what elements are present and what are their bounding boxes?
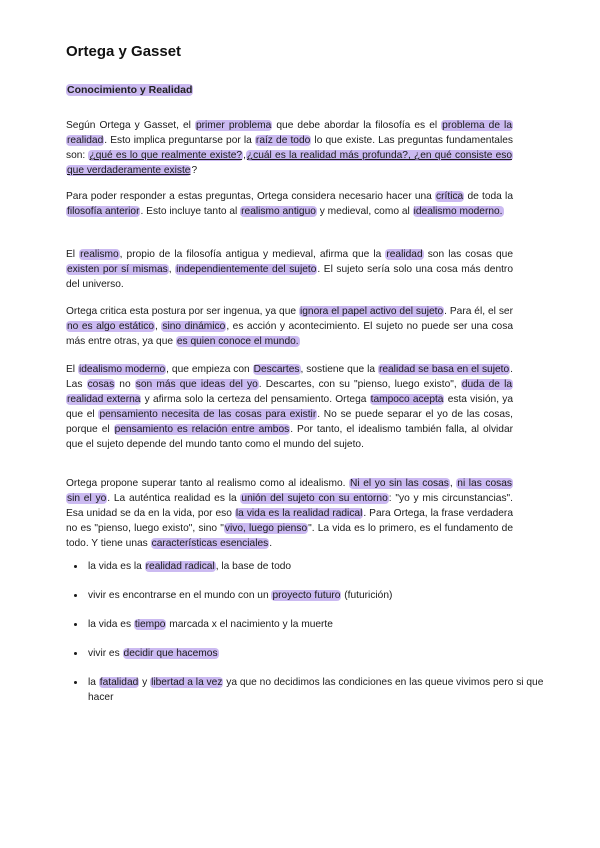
highlight-subtitle: Conocimiento y Realidad: [67, 84, 193, 96]
highlight: independientemente del sujeto: [176, 264, 317, 276]
highlight: fatalidad: [99, 677, 139, 688]
highlight: proyecto futuro: [272, 590, 341, 601]
highlight: ignora el papel activo del sujeto: [299, 306, 444, 317]
highlight: Descartes: [253, 364, 300, 375]
highlight: realismo antiguo: [241, 206, 316, 218]
text: , que empieza con: [166, 364, 253, 375]
text: . Las: [66, 364, 513, 391]
highlight: existen por sí mismas: [67, 264, 168, 276]
text: ,: [243, 150, 246, 162]
highlight: primer problema: [195, 120, 272, 131]
highlight: tampoco acepta: [370, 394, 444, 406]
highlight: ¿qué es lo que realmente existe?: [89, 150, 243, 162]
highlight: raíz de todo: [255, 135, 311, 147]
highlight: pensamiento necesita de las cosas para existir: [99, 409, 317, 421]
highlight: la vida es la realidad radical: [235, 508, 363, 520]
text: la: [88, 677, 99, 688]
text: marcada x el nacimiento y la muerte: [166, 619, 333, 630]
list-item: [86, 617, 546, 632]
text: El: [66, 249, 80, 260]
text: la vida es la: [88, 561, 145, 572]
text: ya que no decidimos las condiciones en las queue vivimos pero si que hacer: [88, 677, 544, 703]
highlight: tiempo: [134, 619, 166, 630]
text: . Por tanto, el idealismo también falla, al olvidar que el sujeto depende del mundo tanto como el mundo del sujeto.: [66, 424, 514, 451]
paragraph-4: [66, 304, 513, 349]
text: , sostiene que la: [300, 364, 378, 375]
paragraph-1: [66, 118, 513, 178]
highlight: sino dinámico: [162, 321, 226, 333]
text: . Esto implica preguntarse por la: [104, 135, 255, 147]
characteristics-list: [66, 559, 546, 719]
highlight: no es algo estático: [67, 321, 154, 333]
list-item: [86, 675, 546, 705]
text: . Para Ortega, la frase verdadera no es "pienso, luego existo", sino ": [66, 508, 513, 535]
highlight: filosofía anterior: [67, 206, 140, 218]
text: . No se puede separar el yo de las cosas, porque el: [66, 409, 513, 436]
highlight: realidad: [386, 249, 423, 260]
text: no: [115, 379, 135, 391]
text: de toda la: [464, 191, 513, 202]
text: . Descartes, con su "pienso, luego existo",: [258, 379, 461, 391]
text: ,: [168, 264, 176, 276]
text: la vida es: [88, 619, 134, 630]
highlight: libertad a la vez: [151, 677, 223, 688]
highlight: realismo: [80, 249, 119, 260]
highlight: idealismo moderno.: [413, 206, 503, 218]
highlight: cosas: [87, 379, 115, 391]
highlight: ni las cosas sin el yo: [67, 478, 512, 505]
text: son las cosas que: [423, 249, 513, 260]
highlight: decidir que hacemos: [123, 648, 218, 659]
highlight: vivo, luego pienso: [224, 523, 308, 535]
list-item: [86, 646, 546, 661]
text: y afirma solo la certeza del pensamiento. Ortega: [141, 394, 370, 406]
list-item: [86, 559, 546, 574]
text: vivir es: [88, 648, 123, 659]
text: . La auténtica realidad es la: [107, 493, 241, 505]
section-subtitle: [66, 84, 193, 96]
text: esta visión, ya que el: [66, 394, 513, 421]
paragraph-5: [66, 362, 513, 453]
paragraph-3: [66, 247, 513, 292]
text: ?: [191, 165, 198, 177]
text: y: [139, 677, 151, 688]
highlight: duda de la realidad externa: [67, 379, 513, 406]
text: Según Ortega y Gasset, el: [66, 120, 195, 131]
highlight: idealismo moderno: [79, 364, 166, 375]
highlight: unión del sujeto con su entorno: [241, 493, 388, 505]
highlight: pensamiento es relación entre ambos: [114, 424, 290, 436]
highlight: problema de la realidad: [67, 120, 512, 147]
text: El: [66, 364, 78, 375]
highlight: Ni el yo sin las cosas: [350, 478, 449, 489]
text: Para poder responder a estas preguntas, Ortega considera necesario hacer una: [66, 191, 436, 202]
highlight: características esenciales: [151, 538, 269, 550]
highlight: realidad se basa en el sujeto: [378, 364, 510, 375]
highlight: son más que ideas del yo: [135, 379, 258, 391]
highlight: es quien conoce el mundo.: [176, 336, 299, 348]
highlight: ¿cuál es la realidad más profunda?, ¿en qué consiste eso que verdaderamente existe: [67, 150, 513, 177]
text: .: [269, 538, 273, 550]
text: , es acción y acontecimiento. El sujeto no puede ser una cosa más entre otras, ya que: [66, 321, 513, 348]
highlight: realidad radical: [145, 561, 215, 572]
text: : "yo y mis circunstancias". Esa unidad se da en la vida, por eso: [66, 493, 513, 520]
text: y medieval, como al: [316, 206, 413, 218]
text: Ortega propone superar tanto al realismo como al idealismo.: [66, 478, 350, 489]
text: , la base de todo: [215, 561, 292, 572]
paragraph-2: [66, 189, 513, 219]
text: , propio de la filosofía antigua y medieval, afirma que la: [119, 249, 386, 260]
text: . El sujeto sería solo una cosa más dentro del universo.: [66, 264, 513, 291]
text: ,: [155, 321, 162, 333]
text: vivir es encontrarse en el mundo con un: [88, 590, 272, 601]
paragraph-6: [66, 476, 513, 551]
text: ,: [449, 478, 457, 489]
list-item: [86, 588, 546, 603]
text: (futurición): [341, 590, 393, 601]
text: . Esto incluye tanto al: [140, 206, 241, 218]
text: lo que existe. Las preguntas fundamentales son:: [66, 135, 513, 162]
text: Ortega critica esta postura por ser ingenua, ya que: [66, 306, 299, 317]
page-title: Ortega y Gasset: [66, 43, 182, 60]
text: ". La vida es lo primero, es el fundamento de todo. Y tiene unas: [66, 523, 513, 550]
text: que debe abordar la filosofía es el: [272, 120, 442, 131]
text: . Para él, el ser: [444, 306, 513, 317]
highlight: crítica: [436, 191, 464, 202]
